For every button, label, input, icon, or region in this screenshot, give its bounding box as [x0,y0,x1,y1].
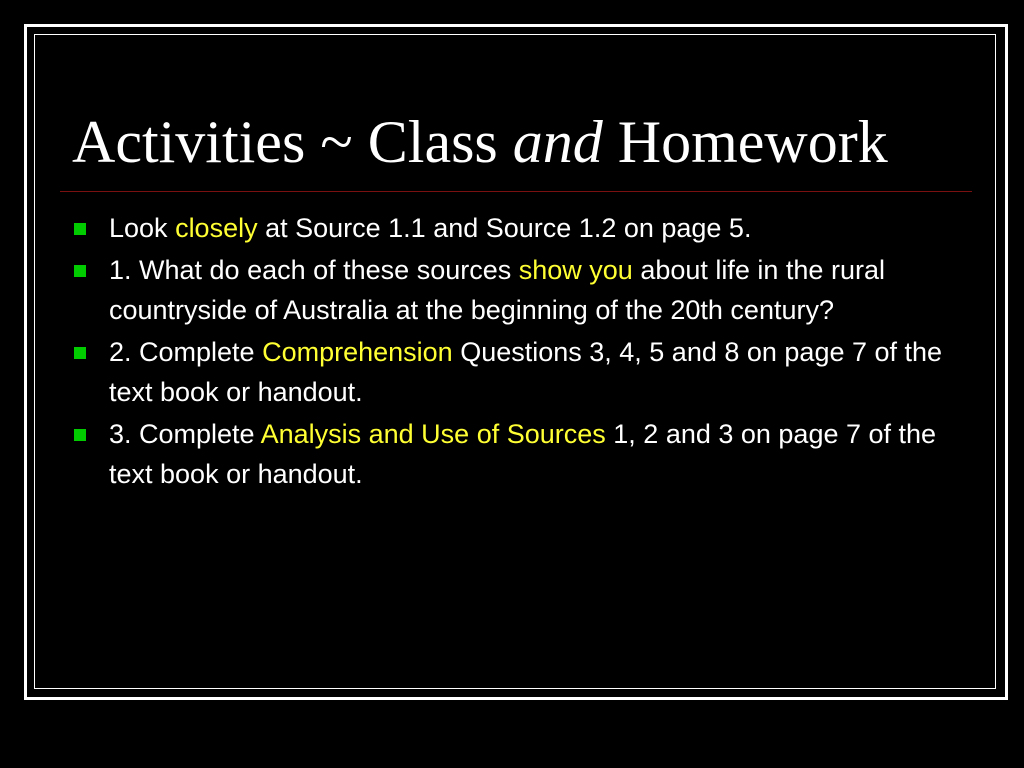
bullet-highlight: closely [175,213,258,243]
title-part-2: Homework [602,109,888,175]
bullet-highlight: Analysis and Use of Sources [260,419,606,449]
square-bullet-icon [74,223,86,235]
bullet-item-2 [72,250,972,330]
bullet-highlight: show you [518,255,633,285]
square-bullet-icon [74,265,86,277]
title-part-1: Activities ~ Class [72,109,513,175]
bullet-text: 1, 2 and 3 on page 7 of the text book or handout. [109,419,937,489]
bullet-text: Look [109,213,176,243]
bullet-item-1 [72,208,972,248]
title-italic-word: and [512,109,603,175]
bullet-text: 1. What do each of these sources [109,255,519,285]
bullet-text: about life in the rural countryside of Australia at the beginning of the 20th century? [109,255,885,325]
bullet-text: at Source 1.1 and Source 1.2 on page 5. [257,213,752,243]
bullet-list [72,208,972,496]
bullet-text: 2. Complete [109,337,263,367]
bullet-item-3 [72,332,972,412]
title-divider [60,191,972,192]
slide-title [72,104,888,180]
bullet-item-4 [72,414,972,494]
bullet-text: Questions 3, 4, 5 and 8 on page 7 of the text book or handout. [109,337,943,407]
square-bullet-icon [74,347,86,359]
square-bullet-icon [74,429,86,441]
bullet-text: 3. Complete [109,419,261,449]
bullet-highlight: Comprehension [262,337,453,367]
